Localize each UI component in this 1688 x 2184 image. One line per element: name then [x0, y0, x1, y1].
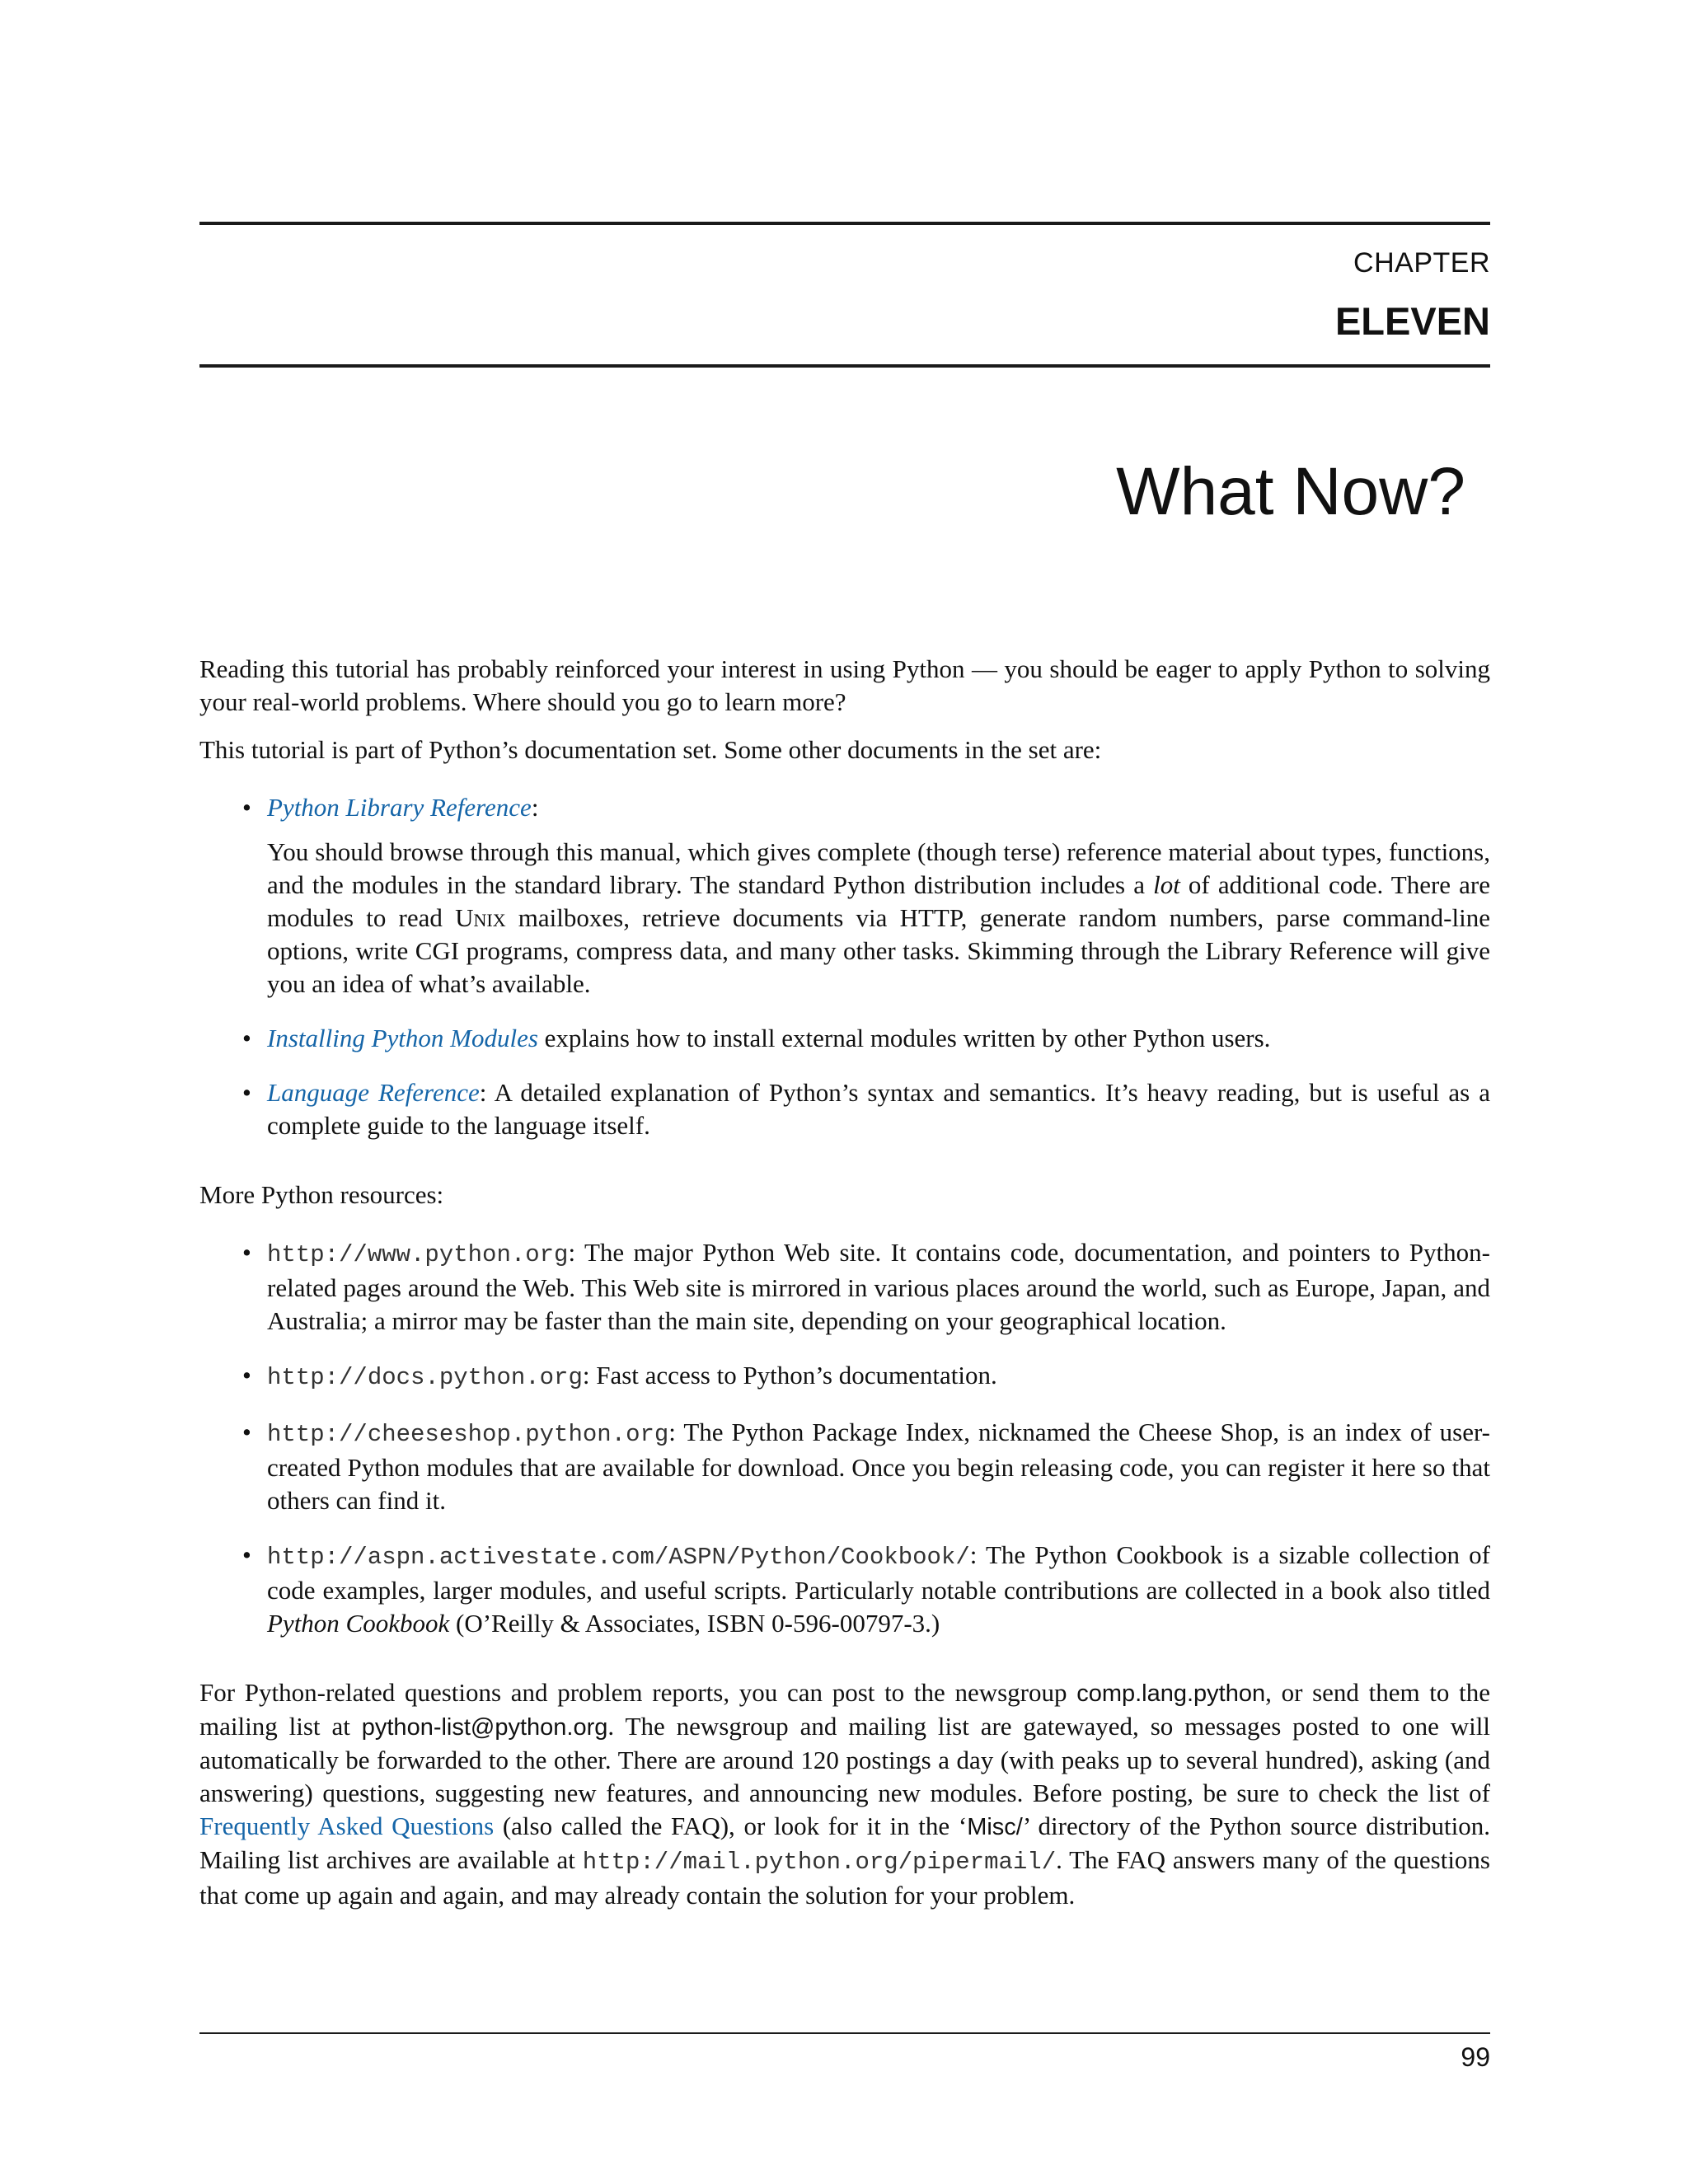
- intro-paragraph-2: This tutorial is part of Python’s documentation set. Some other documents in the set are:: [199, 735, 1102, 764]
- url-text: http://cheeseshop.python.org: [267, 1421, 669, 1448]
- list-text: : Fast access to Python’s documentation.: [582, 1361, 997, 1390]
- list-text: :: [531, 793, 539, 822]
- chapter-number: ELEVEN: [1334, 299, 1490, 343]
- paragraph-text: For Python-related questions and problem reports, you can post to the newsgroup: [199, 1678, 1077, 1707]
- more-resources-label: More Python resources:: [199, 1180, 444, 1209]
- chapter-rule: [199, 364, 1490, 368]
- intro-paragraph: Reading this tutorial has probably reinforced your interest in using Python — you should be eager to apply Python to solving your real-world problems. Where should you go to learn more?: [199, 654, 1490, 716]
- list-item: [199, 1022, 1490, 1055]
- bullet-icon: •: [242, 1078, 251, 1107]
- directory-name: Misc/: [967, 1814, 1023, 1840]
- list-text: You should browse through this manual, which gives complete (though terse) reference material about types, functions, and the modules in the standard library. The standard Python distribution includes a: [267, 837, 1490, 899]
- paragraph-text: ’ directory of the Python source distribution. Mailing list archives are available at: [199, 1811, 1490, 1874]
- small-caps-text: Unix: [455, 903, 506, 932]
- mailing-list-address: python-list@python.org: [361, 1714, 608, 1741]
- list-item: [199, 1416, 1490, 1517]
- emphasis-text: Python Cookbook: [267, 1609, 450, 1638]
- list-text: : The Python Package Index, nicknamed the Cheese Shop, is an index of user-created Python modules that are available for download. Once you begin releasing code, you can register it here so that others can find it.: [267, 1418, 1490, 1515]
- url-text: http://docs.python.org: [267, 1364, 583, 1391]
- list-text: of additional code. There are modules to read: [267, 870, 1491, 932]
- body-content: [199, 653, 1490, 1912]
- list-item: [199, 1359, 1490, 1394]
- library-description: [267, 836, 1490, 1001]
- page-title: What Now?: [1116, 454, 1465, 529]
- bullet-icon: •: [242, 1024, 251, 1052]
- newsgroup-name: comp.lang.python: [1076, 1680, 1266, 1707]
- page-number: 99: [1461, 2042, 1490, 2072]
- final-paragraph: [199, 1676, 1490, 1912]
- bullet-icon: •: [242, 1238, 251, 1267]
- list-item: [199, 1076, 1490, 1142]
- list-text: : The Python Cookbook is a sizable collection of code examples, larger modules, and useful scripts. Particularly notable contributions are collected in a book also titled: [267, 1540, 1490, 1605]
- list-item: [199, 791, 1490, 1001]
- list-text: explains how to install external modules written by other Python users.: [537, 1024, 1271, 1052]
- emphasis-text: lot: [1153, 870, 1180, 899]
- docs-list: [199, 791, 1490, 1142]
- url-text: http://mail.python.org/pipermail/: [582, 1849, 1057, 1876]
- url-text: http://www.python.org: [267, 1241, 569, 1268]
- bullet-icon: •: [242, 1418, 251, 1446]
- library-reference-link[interactable]: Python Library Reference: [267, 793, 532, 822]
- bullet-icon: •: [242, 1540, 251, 1569]
- resources-list: [199, 1236, 1490, 1640]
- paragraph-text: . The newsgroup and mailing list are gatewayed, so messages posted to one will automatically be forwarded to the other. There are around 120 postings a day (with peaks up to several hundred), asking (and answering) questions, suggesting new features, and announcing new modules. Before posting, be sure to check the list of: [199, 1712, 1490, 1807]
- list-text: (O’Reilly & Associates, ISBN 0-596-00797-3.): [449, 1609, 940, 1638]
- bullet-icon: •: [242, 793, 251, 822]
- language-reference-link[interactable]: Language Reference: [267, 1078, 480, 1107]
- paragraph-text: (also called the FAQ), or look for it in the ‘: [494, 1811, 968, 1840]
- chapter-label: CHAPTER: [1353, 247, 1490, 279]
- bullet-icon: •: [242, 1361, 251, 1390]
- paragraph-text: , or send them to the mailing list at: [199, 1678, 1490, 1741]
- list-text: mailboxes, retrieve documents via HTTP, generate random numbers, parse command-line options, write CGI programs, compress data, and many other tasks. Skimming through the Library Reference will give you an idea of what’s available.: [267, 903, 1490, 998]
- list-item: [199, 1236, 1490, 1338]
- list-text: : The major Python Web site. It contains code, documentation, and pointers to Python-related pages around the Web. This Web site is mirrored in various places around the world, such as Europe, Japan, and Australia; a mirror may be faster than the main site, depending on your geographical location.: [267, 1238, 1490, 1335]
- faq-link[interactable]: Frequently Asked Questions: [199, 1811, 495, 1840]
- footer-rule: [199, 2032, 1490, 2034]
- list-item: [199, 1539, 1490, 1640]
- paragraph-text: . The FAQ answers many of the questions that come up again and again, and may already contain the solution for your problem.: [199, 1845, 1490, 1910]
- top-rule: [199, 222, 1490, 225]
- url-text: http://aspn.activestate.com/ASPN/Python/Cookbook/: [267, 1544, 970, 1571]
- list-text: : A detailed explanation of Python’s syntax and semantics. It’s heavy reading, but is useful as a complete guide to the language itself.: [267, 1078, 1490, 1140]
- installing-modules-link[interactable]: Installing Python Modules: [267, 1024, 538, 1052]
